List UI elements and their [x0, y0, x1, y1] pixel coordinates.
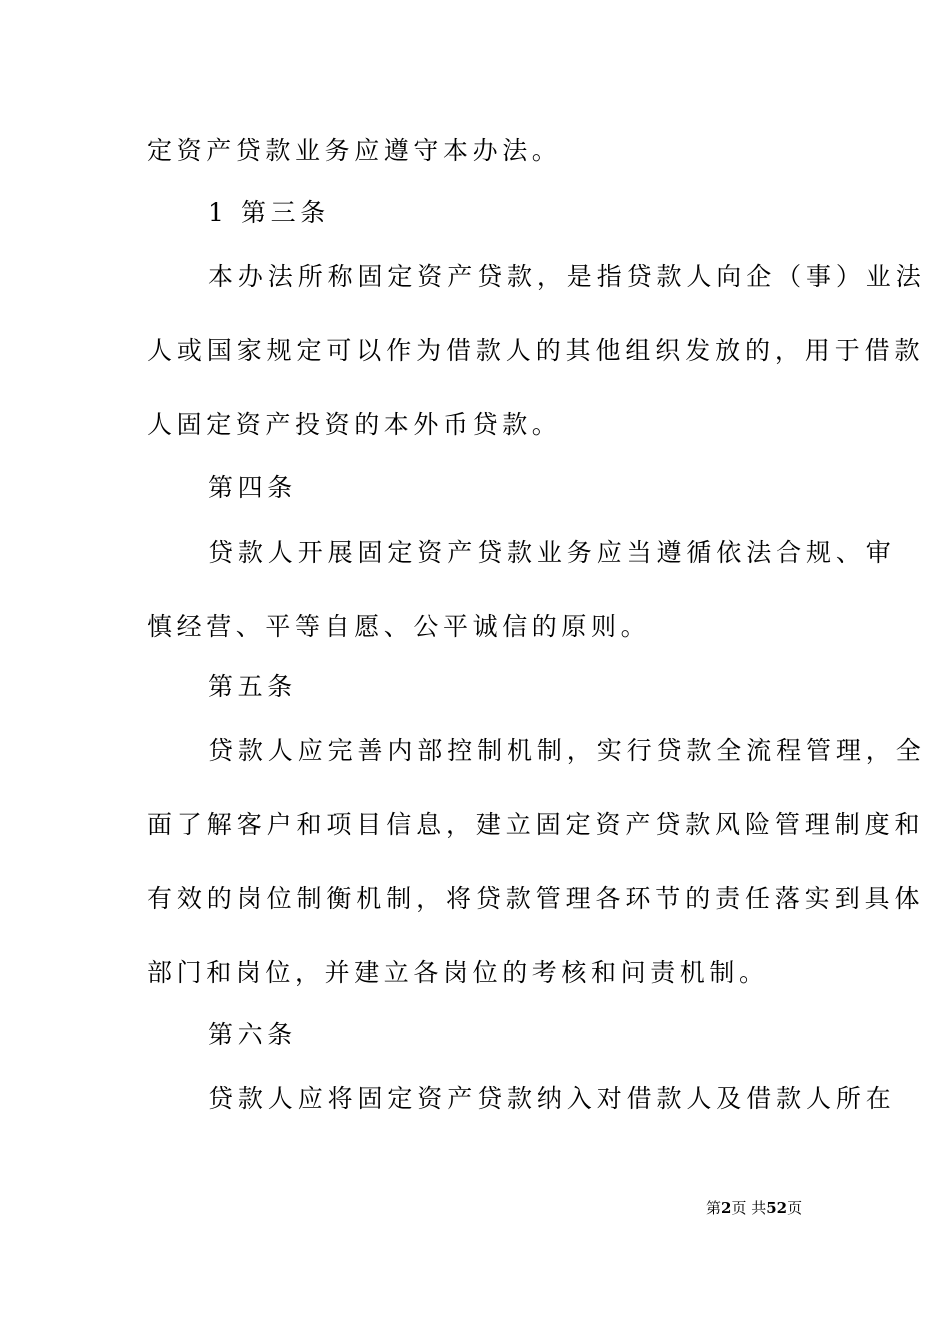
article-heading-6: 第六条 [208, 1020, 297, 1049]
body-line-7: 贷款人应完善内部控制机制，实行贷款全流程管理，全 [208, 736, 926, 765]
footer-middle: 页 共 [731, 1199, 767, 1217]
body-line-6: 慎经营、平等自愿、公平诚信的原则。 [147, 612, 651, 641]
body-line-1: 定资产贷款业务应遵守本办法。 [147, 136, 562, 165]
footer-suffix: 页 [787, 1199, 803, 1217]
body-line-11: 贷款人应将固定资产贷款纳入对借款人及借款人所在 [208, 1084, 896, 1113]
body-line-8: 面了解客户和项目信息，建立固定资产贷款风险管理制度和 [147, 810, 925, 839]
body-line-10: 部门和岗位，并建立各岗位的考核和问责机制。 [147, 958, 769, 987]
body-line-5: 贷款人开展固定资产贷款业务应当遵循依法合规、审 [208, 538, 896, 567]
body-line-2: 本办法所称固定资产贷款，是指贷款人向企（事）业法 [208, 262, 926, 291]
body-line-4: 人固定资产投资的本外币贷款。 [147, 410, 562, 439]
body-line-3: 人或国家规定可以作为借款人的其他组织发放的，用于借款 [147, 336, 925, 365]
body-line-9: 有效的岗位制衡机制，将贷款管理各环节的责任落实到具体 [147, 884, 925, 913]
page-footer [706, 1198, 816, 1218]
article-heading-3: 1 第三条 [208, 198, 330, 227]
article-heading-5: 第五条 [208, 672, 297, 701]
footer-prefix: 第 [706, 1199, 722, 1217]
footer-total-pages: 52 [766, 1199, 788, 1217]
article-heading-4: 第四条 [208, 473, 297, 502]
footer-current-page: 2 [721, 1199, 732, 1217]
